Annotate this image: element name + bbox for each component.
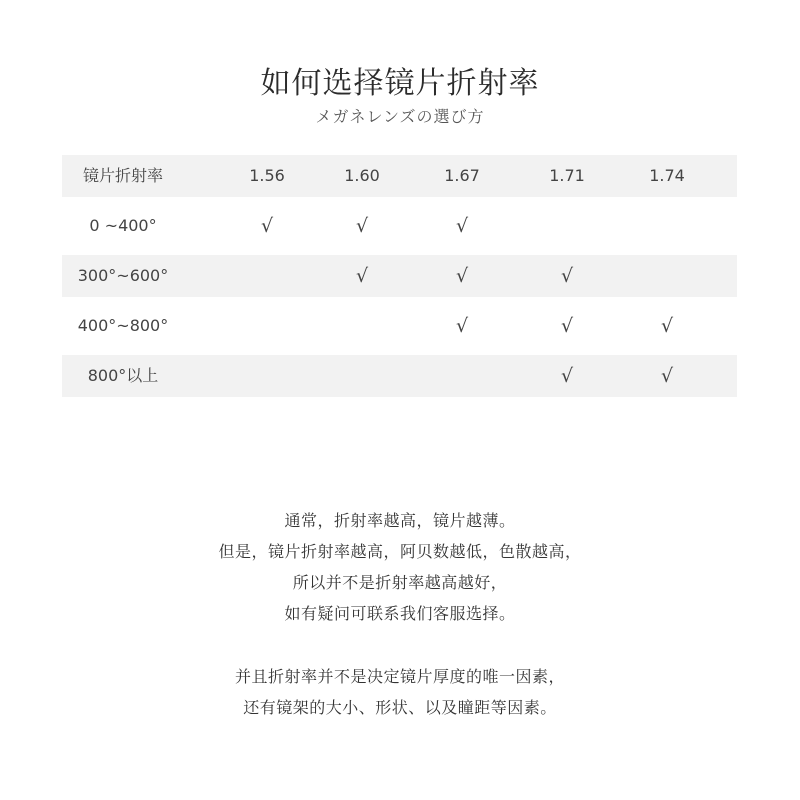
check-mark: √ [355,265,369,287]
table-row [62,355,737,397]
header-index-1-71: 1.71 [549,166,585,185]
row-label: 0 ~400° [89,216,157,235]
row-label: 300°~600° [77,266,169,285]
paragraph-line: 通常，折射率越高，镜片越薄。 [284,511,516,530]
check-mark [312,305,412,347]
table-row [62,255,737,297]
check-mark [617,205,717,247]
check-mark: √ [455,265,469,287]
check-mark [217,355,317,397]
check-mark: √ [455,215,469,237]
check-mark: √ [455,315,469,337]
check-mark [217,305,317,347]
check-mark [217,255,317,297]
header-index-1-67: 1.67 [444,166,480,185]
paragraph-line: 所以并不是折射率越高越好， [292,573,508,592]
header-index-1-60: 1.60 [344,166,380,185]
header-index-1-74: 1.74 [649,166,685,185]
paragraph-line: 并且折射率并不是决定镜片厚度的唯一因素， [234,667,565,686]
table-row [62,205,737,247]
check-mark: √ [660,365,674,387]
paragraph-line: 还有镜架的大小、形状、以及瞳距等因素。 [243,698,557,717]
refractive-index-table [62,155,737,405]
check-mark: √ [660,315,674,337]
check-mark: √ [355,215,369,237]
check-mark: √ [260,215,274,237]
check-mark [312,355,412,397]
check-mark [517,205,617,247]
row-label: 400°~800° [77,316,169,335]
page-subtitle: メガネレンズの選び方 [315,107,485,126]
header-index-1-56: 1.56 [249,166,285,185]
check-mark: √ [560,315,574,337]
paragraph-line: 如有疑问可联系我们客服选择。 [284,604,516,623]
check-mark [412,355,512,397]
page-title: 如何选择镜片折射率 [260,66,540,101]
table-header-row [62,155,737,197]
note-paragraph [0,661,800,723]
explanation-paragraph [0,505,800,629]
row-label: 800°以上 [87,366,159,385]
table-row [62,305,737,347]
check-mark [617,255,717,297]
check-mark: √ [560,365,574,387]
header-label: 镜片折射率 [82,166,163,185]
check-mark: √ [560,265,574,287]
paragraph-line: 但是，镜片折射率越高，阿贝数越低，色散越高， [218,542,582,561]
